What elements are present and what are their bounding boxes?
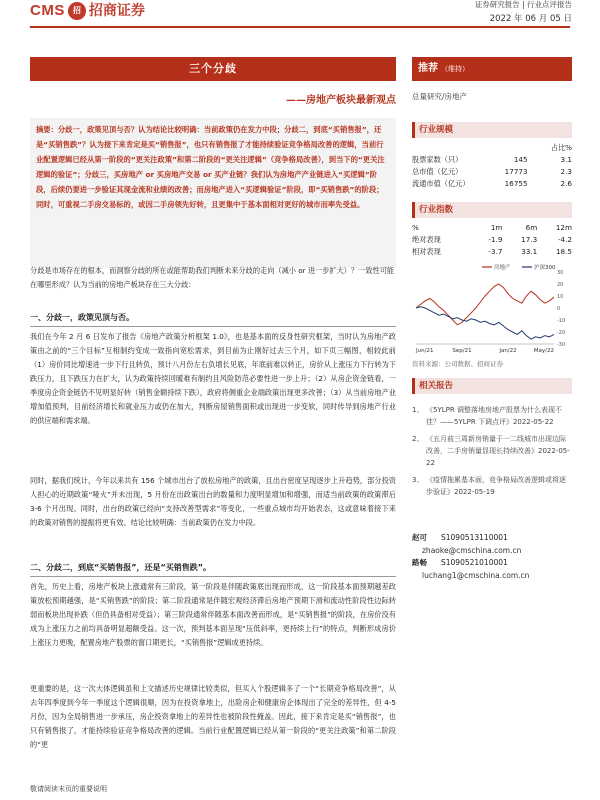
- header-meta: [475, 0, 572, 25]
- y-tick-label: -30: [557, 342, 566, 348]
- scale-label: 流通市值（亿元）: [412, 178, 470, 188]
- index-line-chart: [412, 262, 572, 354]
- index-value: -1.9: [488, 234, 503, 244]
- analyst-email[interactable]: zhaoke@cmschina.com.cn: [422, 545, 522, 555]
- industry-category: 总量研究/房地产: [412, 92, 468, 101]
- legend-label-real-estate: 房地产: [494, 265, 511, 271]
- logo-seal-icon: 招: [68, 2, 86, 20]
- legend-label-csi300: 沪深300: [534, 265, 556, 271]
- chart-x-axis: [415, 348, 554, 354]
- x-tick-label: Jan/22: [499, 348, 517, 354]
- report-header: [0, 0, 600, 28]
- analyst-name: 赵可: [412, 533, 427, 542]
- analyst-email[interactable]: luchang1@cmschina.com.cn: [422, 570, 530, 580]
- y-tick-label: 20: [557, 282, 564, 288]
- scale-table: [412, 142, 572, 190]
- index-value: 17.3: [521, 234, 538, 244]
- related-num: 1、: [412, 406, 424, 414]
- related-heading: 相关报告: [412, 378, 572, 394]
- related-reports: [412, 404, 572, 503]
- scale-label: 股票家数（只）: [412, 154, 463, 164]
- analyst-name: 路畅: [412, 558, 427, 567]
- report-date: 2022 年 06 月 05 日: [489, 13, 572, 24]
- report-title: 三个分歧: [30, 57, 396, 81]
- section-2-paragraph-1: 首先，历史上看，房地产板块上涨通常有三阶段，第一阶段是伴随政策底出现而形成，这一阶段基本面预期越差政策放松预期越强，是“买销售跌”的阶段；第二阶段通常是伴随宏观经济滞后房地产预期下滑和流动性阶段性边际转弱而板块出现补跌（但仍具备相对受益）；第三阶段通常伴随基本面改善而形成，是“买销售报”的阶段，在房价没有成为上涨压力之前均具备明显超额受益。这一次，预判基本面呈现“压低斜率，更持续上行”的特点，判断形成房价上涨压力更晚，配置房地产股票的窗口期更长，“买销售报”逻辑成更持续。: [30, 582, 396, 647]
- list-item[interactable]: [412, 404, 572, 428]
- analyst-cert: S1090521010001: [441, 558, 508, 567]
- index-col-header: 6m: [525, 222, 538, 232]
- logo-cms-text: CMS: [30, 2, 65, 20]
- scale-value: 16755: [504, 178, 528, 188]
- x-tick-label: Jun/21: [416, 348, 434, 354]
- intro-paragraph: 分歧是市场存在的根本，而洞察分歧的所在或能帮助我们判断未来分歧的走向（减小 or 进一步扩大）？一致性可能在哪里形成？认为当前的房地产板块存在三大分歧：: [30, 266, 395, 289]
- scale-pct: 2.6: [560, 178, 572, 188]
- y-tick-label: -10: [557, 318, 566, 324]
- index-col-header: %: [412, 222, 419, 232]
- table-row: [412, 246, 572, 258]
- scale-unit: 占比%: [550, 142, 572, 152]
- list-item[interactable]: [412, 474, 572, 498]
- analyst-cert: S1090513110001: [441, 533, 508, 542]
- section-1-heading: 一、分歧一，政策见顶与否。: [30, 312, 396, 327]
- analyst-line: [412, 557, 572, 570]
- index-label: 相对表现: [412, 246, 441, 256]
- index-header-row: [412, 222, 572, 234]
- analyst-info: [412, 532, 572, 582]
- related-title[interactable]: 《疫情拖累基本面，竞争格局改善逻辑或将逐步验证》2022-05-19: [426, 476, 566, 496]
- list-item[interactable]: [412, 433, 572, 469]
- related-title[interactable]: 《5YLPR 调整落地房地产股票为什么表现不佳？——5YLPR 下调点评》2022-05-22: [426, 406, 562, 426]
- index-table: [412, 222, 572, 258]
- table-row: [412, 234, 572, 246]
- x-tick-label: Sep/21: [452, 348, 472, 354]
- header-divider: [30, 26, 570, 28]
- chart-series: [416, 284, 554, 339]
- y-tick-label: 0: [557, 306, 561, 312]
- related-num: 2、: [412, 435, 424, 443]
- rating-note: （维持）: [441, 64, 469, 73]
- chart-legend: [482, 263, 556, 271]
- scale-pct: 3.1: [560, 154, 572, 164]
- index-label: 绝对表现: [412, 234, 441, 244]
- scale-value: 145: [513, 154, 528, 164]
- analyst-line: [412, 532, 572, 545]
- table-row: [412, 166, 572, 178]
- chart-source: 资料来源：公司数据、招商证券: [412, 360, 503, 368]
- series-line-real-estate: [416, 284, 554, 325]
- scale-pct: 2.3: [560, 166, 572, 176]
- section-2-heading: 二、分歧二，到底“买销售报”，还是“买销售跌”。: [30, 562, 396, 577]
- page-footer: 敬请阅读末页的重要说明: [30, 785, 107, 793]
- index-col-header: 1m: [490, 222, 503, 232]
- index-value: -4.2: [557, 234, 572, 244]
- index-value: 18.5: [555, 246, 572, 256]
- y-tick-label: 30: [557, 270, 564, 276]
- scale-value: 17773: [504, 166, 528, 176]
- x-tick-label: May/22: [533, 348, 554, 354]
- section-2-paragraph-2: 更重要的是，这一次大体逻辑虽和上文描述历史规律比较类似，但买入个股逻辑多了一个“长期竞争格局改善”，从去年四季度到今年一季度这个逻辑很顺，因为在投资拿地上，出险房企和健康房企体现出了完全的差异性，但 4-5 月份，因为全局销售进一步承压，房企投资拿地上的差异性也被阶段性掩盖。因此，接下来肯定是买“销售报”，也只有销售报了，才能持续验证竞争格局改善的逻辑。当前行业配置逻辑已经从第一阶段的“更关注政策”和第二阶段的“更: [30, 684, 396, 749]
- report-subtitle: ——房地产板块最新观点: [286, 95, 396, 106]
- index-heading: 行业指数: [412, 202, 572, 218]
- y-tick-label: 10: [557, 294, 564, 300]
- index-col-header: 12m: [555, 222, 572, 232]
- rating-value: 推荐: [418, 62, 438, 74]
- related-num: 3、: [412, 476, 424, 484]
- table-row: [412, 154, 572, 166]
- logo-cn-text: 招商证券: [88, 2, 145, 19]
- section-1-paragraph-1: 我们在今年 2 月 6 日发布了报告《房地产政策分析框架 1.0》，也是基本面的反身性研究框架，当时认为房地产政策由之前的“三个目标”互相制约变成一致指向宽松需求，到目前为止刚好过去三个月，如下页三幅图，相较此前（1）房价同比增速进一步下行且转负，预计八月份左右负增长见底，年底前难以转正，房价从上涨压力下行转为下跌压力，且下跌压力在扩大，认为政策持续回暖难有制约且风险防范必要性进一步上升；（2）从房企资金链看，一季度房企资金链仍不见明显好转（销售金额持续下跌），政府将侧重企业端政策出现更多改善；（3）从当前房地产业增加值预判，目前经济增长和就业压力或仍在加大，判断房屋销售面积或出现进一步变软，同时传导到房地产行业的供应端和需求端。: [30, 332, 396, 425]
- table-row: [412, 178, 572, 190]
- related-title[interactable]: 《五月前三周新房销量于一二线城市出现边际改善，二手房销量显现长持续改善》2022-05-22: [426, 435, 570, 467]
- index-value: 33.1: [521, 246, 538, 256]
- scale-heading: 行业规模: [412, 122, 572, 138]
- scale-unit-row: [412, 142, 572, 154]
- index-value: -3.7: [488, 246, 503, 256]
- rating-banner: [412, 57, 572, 81]
- report-type: 证券研究报告 | 行业点评报告: [474, 0, 572, 9]
- series-line-csi300: [416, 307, 554, 339]
- y-tick-label: -20: [557, 330, 566, 336]
- brand-logo: [30, 0, 145, 22]
- abstract-box: 摘要：分歧一，政策见顶与否？认为结论比较明确：当前政策仍在发力中段；分歧二，到底“买销售报”，还是“买销售跌”？认为接下来肯定是买“销售报”，也只有销售报了才能持续验证竞争格局改善的逻辑，当前行业配置逻辑已经从第一阶段的“更关注政策”和第二阶段的“更关注逻辑”（竞争格局改善），到当下的“更关注逻辑的验证”；分歧三，买房地产 or 买房地产交易 or 买产业链？我们认为房地产产业链进入“买逻辑”阶段，后续仍要进一步验证其现金流和业绩的改善；而房地产进入“买逻辑验证”阶段，即“买销售跌”的阶段；同时，可重视二手房交易标的，或因二手房领先好转，且更集中于基本面相对更好的城市而率先受益。: [30, 118, 396, 268]
- scale-label: 总市值（亿元）: [412, 166, 463, 176]
- section-1-paragraph-2: 同时，据我们统计，今年以来共有 156 个城市出台了放松房地产的政策，且出台密度呈现逐步上升趋势，部分投资人担心的近期政策“哑火”并未出现，5 月份在出政策出台的数量和力度明显增加和增强，而适当前政策的政策滞后 3-6 个月出现。同时，出台的政策已经向“支持改善型需求”等变化，一些重点城市均开始表态，这或意味着接下来的政策对销售的提振将更有效。结论比较明确：当前政策仍在发力中段。: [30, 476, 396, 527]
